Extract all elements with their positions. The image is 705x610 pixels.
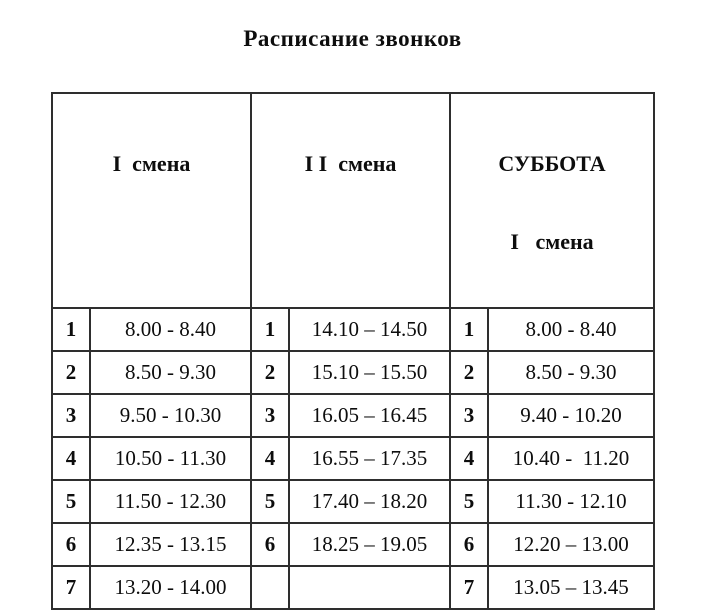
lesson-number-cell: 6 bbox=[251, 523, 289, 566]
header-saturday-subheader: I смена bbox=[510, 228, 594, 254]
header-shift-1 bbox=[52, 93, 251, 308]
lesson-number-cell: 2 bbox=[52, 351, 90, 394]
table-row bbox=[52, 437, 654, 480]
lesson-number-cell: 4 bbox=[251, 437, 289, 480]
lesson-time-cell: 9.50 - 10.30 bbox=[90, 394, 251, 437]
table-row bbox=[52, 308, 654, 351]
lesson-number-cell: 1 bbox=[450, 308, 488, 351]
bell-schedule-table bbox=[51, 92, 655, 610]
header-shift-1-label: I смена bbox=[112, 150, 191, 176]
table-row bbox=[52, 523, 654, 566]
header-row bbox=[52, 93, 654, 308]
lesson-time-cell: 12.35 - 13.15 bbox=[90, 523, 251, 566]
lesson-number-cell: 6 bbox=[52, 523, 90, 566]
lesson-time-cell: 8.50 - 9.30 bbox=[488, 351, 654, 394]
lesson-time-cell: 13.05 – 13.45 bbox=[488, 566, 654, 609]
lesson-time-cell: 13.20 - 14.00 bbox=[90, 566, 251, 609]
table-row bbox=[52, 394, 654, 437]
table-row bbox=[52, 480, 654, 523]
lesson-time-cell: 18.25 – 19.05 bbox=[289, 523, 450, 566]
lesson-number-cell: 1 bbox=[52, 308, 90, 351]
lesson-number-cell: 4 bbox=[450, 437, 488, 480]
lesson-time-cell: 17.40 – 18.20 bbox=[289, 480, 450, 523]
lesson-time-cell: 9.40 - 10.20 bbox=[488, 394, 654, 437]
lesson-time-cell: 8.00 - 8.40 bbox=[90, 308, 251, 351]
lesson-number-cell bbox=[251, 566, 289, 609]
lesson-number-cell: 1 bbox=[251, 308, 289, 351]
lesson-time-cell: 12.20 – 13.00 bbox=[488, 523, 654, 566]
header-shift-2-label: I I смена bbox=[304, 150, 397, 176]
lesson-time-cell: 11.30 - 12.10 bbox=[488, 480, 654, 523]
header-saturday bbox=[450, 93, 654, 308]
table-row bbox=[52, 566, 654, 609]
lesson-number-cell: 2 bbox=[450, 351, 488, 394]
lesson-time-cell: 14.10 – 14.50 bbox=[289, 308, 450, 351]
lesson-time-cell: 8.00 - 8.40 bbox=[488, 308, 654, 351]
lesson-number-cell: 5 bbox=[52, 480, 90, 523]
lesson-time-cell: 8.50 - 9.30 bbox=[90, 351, 251, 394]
lesson-time-cell: 16.55 – 17.35 bbox=[289, 437, 450, 480]
lesson-number-cell: 5 bbox=[450, 480, 488, 523]
lesson-time-cell: 10.50 - 11.30 bbox=[90, 437, 251, 480]
lesson-time-cell: 11.50 - 12.30 bbox=[90, 480, 251, 523]
lesson-number-cell: 3 bbox=[251, 394, 289, 437]
lesson-number-cell: 3 bbox=[450, 394, 488, 437]
lesson-number-cell: 6 bbox=[450, 523, 488, 566]
lesson-number-cell: 3 bbox=[52, 394, 90, 437]
lesson-number-cell: 4 bbox=[52, 437, 90, 480]
lesson-number-cell: 2 bbox=[251, 351, 289, 394]
header-saturday-label: СУББОТА bbox=[498, 150, 606, 176]
lesson-time-cell bbox=[289, 566, 450, 609]
lesson-number-cell: 5 bbox=[251, 480, 289, 523]
page-title: Расписание звонков bbox=[243, 26, 462, 51]
lesson-time-cell: 16.05 – 16.45 bbox=[289, 394, 450, 437]
lesson-number-cell: 7 bbox=[52, 566, 90, 609]
lesson-time-cell: 15.10 – 15.50 bbox=[289, 351, 450, 394]
lesson-time-cell: 10.40 - 11.20 bbox=[488, 437, 654, 480]
table-row bbox=[52, 351, 654, 394]
header-shift-2 bbox=[251, 93, 450, 308]
lesson-number-cell: 7 bbox=[450, 566, 488, 609]
